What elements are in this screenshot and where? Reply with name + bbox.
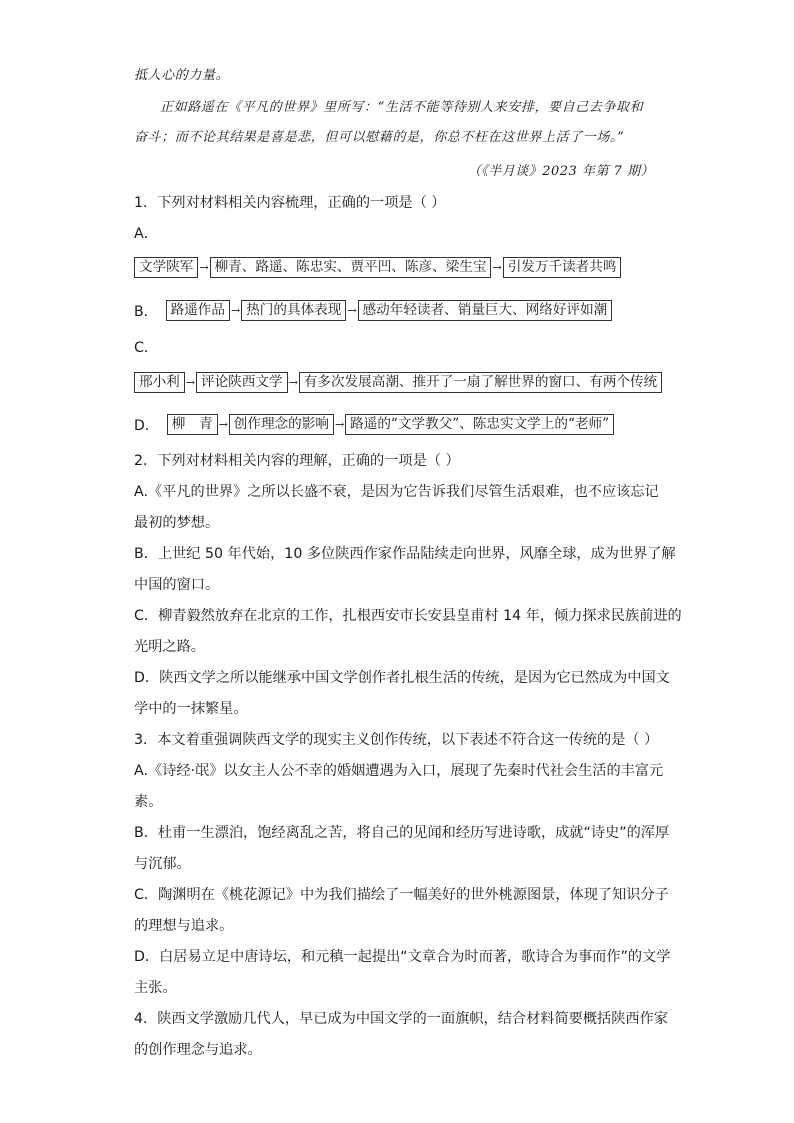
q2-text-line: 学中的一抹繁星。 bbox=[134, 701, 248, 717]
intro-line: 正如路遥在《平凡的世界》里所写：“生活不能等待别人来安排，要自己去争取和 bbox=[160, 100, 644, 115]
flow-box: 引发万千读者共鸣 bbox=[503, 257, 622, 278]
q2-text-line: A.《平凡的世界》之所以长盛不衰，是因为它告诉我们尽管生活艰难，也不应该忘记 bbox=[134, 484, 659, 500]
right-arrow-icon: → bbox=[347, 304, 357, 317]
q1-option-a-label: A． bbox=[134, 226, 158, 242]
right-arrow-icon: → bbox=[218, 418, 228, 431]
flow-box: 有多次发展高潮、推开了一扇了解世界的窗口、有两个传统 bbox=[299, 372, 662, 393]
right-arrow-icon: → bbox=[288, 376, 298, 389]
flow-box: 感动年轻读者、销量巨大、网络好评如潮 bbox=[358, 300, 613, 321]
q2-text-line: B．上世纪 50 年代始，10 多位陕西作家作品陆续走向世界，风靡全球，成为世界了解 bbox=[134, 546, 676, 562]
q3-text-line: 素。 bbox=[134, 794, 163, 810]
q1-option-c-label: C． bbox=[134, 340, 159, 356]
q2-text-line: 中国的窗口。 bbox=[134, 577, 220, 593]
flow-box: 路遥作品 bbox=[166, 300, 230, 321]
question-1-stem: 1．下列对材料相关内容梳理，正确的一项是（ ） bbox=[134, 195, 446, 211]
flow-box: 柳 青 bbox=[167, 414, 218, 435]
q1-option-d-flow bbox=[134, 414, 614, 435]
flow-box: 文学陕军 bbox=[134, 257, 198, 278]
q1-option-c-flow bbox=[134, 372, 662, 393]
q4-text-line: 的创作理念与追求。 bbox=[134, 1042, 262, 1058]
q3-text-line: A.《诗经·氓》以女主人公不幸的婚姻遭遇为入口，展现了先秦时代社会生活的丰富元 bbox=[134, 763, 664, 779]
intro-line: 抵人心的力量。 bbox=[134, 68, 230, 83]
q1-option-d-label: D． bbox=[134, 417, 159, 434]
q1-option-a-flow bbox=[134, 257, 621, 278]
q3-text-line: D．白居易立足中唐诗坛，和元稹一起提出“文章合为时而著，歌诗合为事而作”的文学 bbox=[134, 949, 671, 965]
question-2-stem: 2．下列对材料相关内容的理解，正确的一项是（ ） bbox=[134, 453, 460, 469]
right-arrow-icon: → bbox=[334, 418, 345, 431]
right-arrow-icon: → bbox=[185, 376, 195, 389]
q1-option-b-flow bbox=[134, 300, 612, 321]
flow-box: 路遥的“文学教父”、陈忠实文学上的“老师” bbox=[345, 414, 614, 435]
q2-text-line: 最初的梦想。 bbox=[134, 515, 220, 531]
question-4-stem: 4．陕西文学激励几代人，早已成为中国文学的一面旗帜，结合材料简要概括陕西作家 bbox=[134, 1011, 668, 1027]
question-3-stem: 3．本文着重强调陕西文学的现实主义创作传统，以下表述不符合这一传统的是（ ） bbox=[134, 732, 659, 748]
flow-box: 热门的具体表现 bbox=[241, 300, 346, 321]
q3-text-line: 的理想与追求。 bbox=[134, 918, 234, 934]
flow-box: 评论陕西文学 bbox=[196, 372, 288, 393]
flow-box: 柳青、路遥、陈忠实、贾平凹、陈彦、梁生宝 bbox=[210, 257, 492, 278]
right-arrow-icon: → bbox=[199, 261, 209, 274]
q3-text-line: 与沉郁。 bbox=[134, 856, 191, 872]
q3-text-line: B．杜甫一生漂泊，饱经离乱之苦，将自己的见闻和经历写进诗歌，成就“诗史”的浑厚 bbox=[134, 825, 670, 841]
q2-text-line: 光明之路。 bbox=[134, 639, 205, 655]
flow-box: 邢小利 bbox=[134, 372, 185, 393]
source-citation: （《半月谈》2023 年第 7 期） bbox=[467, 164, 654, 179]
q2-text-line: D．陕西文学之所以能继承中国文学创作者扎根生活的传统，是因为它已然成为中国文 bbox=[134, 670, 670, 686]
right-arrow-icon: → bbox=[230, 304, 241, 317]
q1-option-b-label: B． bbox=[134, 303, 158, 320]
q3-text-line: 主张。 bbox=[134, 980, 177, 996]
q3-text-line: C．陶渊明在《桃花源记》中为我们描绘了一幅美好的世外桃源图景，体现了知识分子 bbox=[134, 887, 669, 903]
intro-line: 奋斗；而不论其结果是喜是悲，但可以慰藉的是，你总不枉在这世界上活了一场。” bbox=[134, 130, 625, 145]
flow-box: 创作理念的影响 bbox=[229, 414, 334, 435]
right-arrow-icon: → bbox=[492, 261, 502, 274]
q2-text-line: C．柳青毅然放弃在北京的工作，扎根西安市长安县皇甫村 14 年，倾力探求民族前进的 bbox=[134, 608, 682, 624]
